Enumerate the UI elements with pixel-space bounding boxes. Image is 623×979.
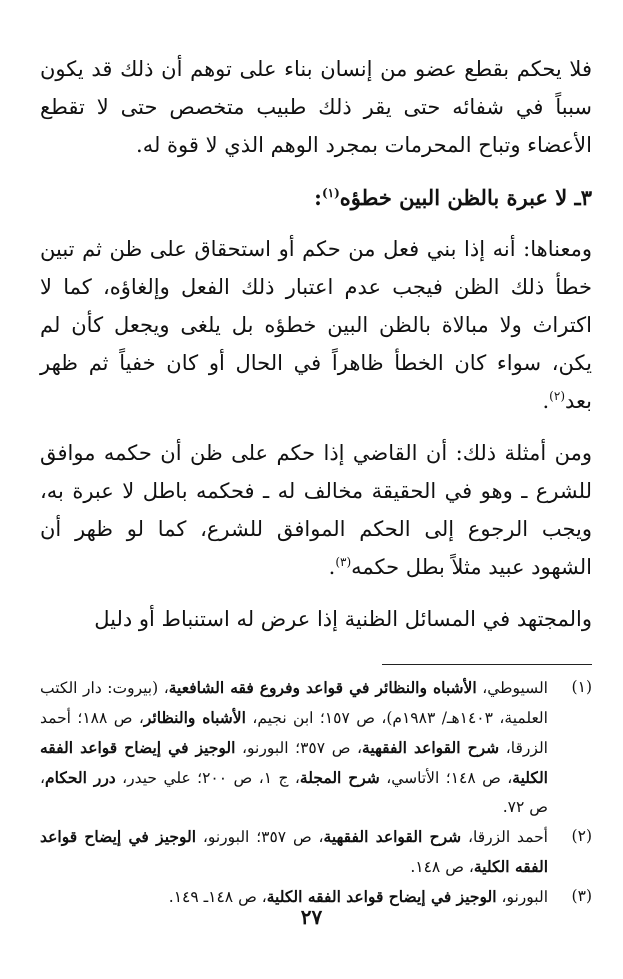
section-heading [40,178,592,218]
main-text [40,50,592,638]
book-title: الأشباه والنظائر في قواعد وفروع فقه الشافعية [168,678,477,697]
citation-text: ، ص ١٤٨؛ الأتاسي، [379,769,513,787]
citation-text: ، ص ٧٢. [40,769,548,816]
book-title: شرح القواعد الفقهية [362,738,500,757]
heading-colon: : [314,185,322,210]
footnotes [40,673,592,912]
paragraph-examples-text: ومن أمثلة ذلك: أن القاضي إذا حكم على ظن أن حكمه موافق للشرع ـ وهو في الحقيقة مخالف له ـ فحكمه باطل لا عبرة به، ويجب الرجوع إلى الحكم الموافق للشرع، كما لو ظهر أن الشهود عبيد مثلاً بطل حكمه [40,441,592,579]
paragraph-intro: فلا يحكم بقطع عضو من إنسان بناء على توهم أن ذلك قد يكون سبباً في شفائه حتى يقر ذلك طبيب متخصص حتى لا تقطع الأعضاء وتباح المحرمات بمجرد الوهم الذي لا قوة له. [40,57,592,157]
footnote-number: (١) [571,678,592,696]
citation-text: ، ص ١٨٨؛ أحمد الزرقا، [40,709,548,757]
paragraph-examples-end: . [328,555,336,579]
book-page [40,50,592,912]
book-title: الأشباه والنظائر [143,708,246,727]
citation-text: ، (بيروت: دار الكتب العلمية، ١٤٠٣هـ/ ١٩٨٣م)، ص ١٥٧؛ ابن نجيم، [40,679,548,727]
footnote-text [40,822,548,882]
footnote-ref-3[interactable]: (٣) [335,555,352,569]
footnote-ref-1[interactable]: (١) [321,186,340,200]
footnote-number: (٣) [571,887,592,905]
footnote-number: (٢) [571,827,592,845]
paragraph-mujtahid: والمجتهد في المسائل الظنية إذا عرض له استنباط أو دليل [94,607,592,631]
paragraph-meaning-end: . [542,389,550,413]
paragraph-examples [40,434,592,586]
citation-text: ، ج ١، ص ٢٠٠؛ علي حيدر، [115,769,300,787]
book-title: شرح المجلة [299,768,380,787]
book-title: الوجيز في إيضاح قواعد الفقه الكلية [266,887,497,906]
citation-author: البورنو، [496,888,548,906]
paragraph-meaning [40,230,592,420]
citation-author: أحمد الزرقا، [461,828,548,846]
page-number: ٢٧ [300,905,323,929]
citation-text: ، ص ١٤٨ـ ١٤٩. [168,888,267,906]
footnote-ref-2[interactable]: (٢) [549,389,565,403]
citation-text: ، ص ٣٥٧؛ البورنو، [235,739,363,757]
footnote-2 [40,822,592,882]
book-title: الوجيز في إيضاح قواعد الفقه الكلية [40,738,548,787]
book-title: درر الحكام [45,768,116,787]
footnote-1 [40,673,592,822]
book-title: الوجيز في إيضاح قواعد الفقه الكلية [40,827,548,876]
book-title: شرح القواعد الفقهية [323,827,462,846]
paragraph-meaning-text: ومعناها: أنه إذا بني فعل من حكم أو استحقاق على ظن ثم تبين خطأ ذلك الظن فيجب عدم اعتبار ذلك الفعل وإلغاؤه، كما لا اكتراث ولا مبالاة بالظن البين خطؤه بل يلغى ويجعل كأن لم يكن، سواء كان الخطأ ظاهراً في الحال أو كان خفياً ثم ظهر بعد [40,237,592,413]
footnote-text [40,673,548,822]
footnote-divider [382,664,592,665]
citation-author: السيوطي، [476,679,548,697]
citation-text: ، ص ١٤٨. [410,858,474,876]
citation-text: ، ص ٣٥٧؛ البورنو، [196,828,324,846]
heading-text: ٣ـ لا عبرة بالظن البين خطؤه [339,185,592,210]
